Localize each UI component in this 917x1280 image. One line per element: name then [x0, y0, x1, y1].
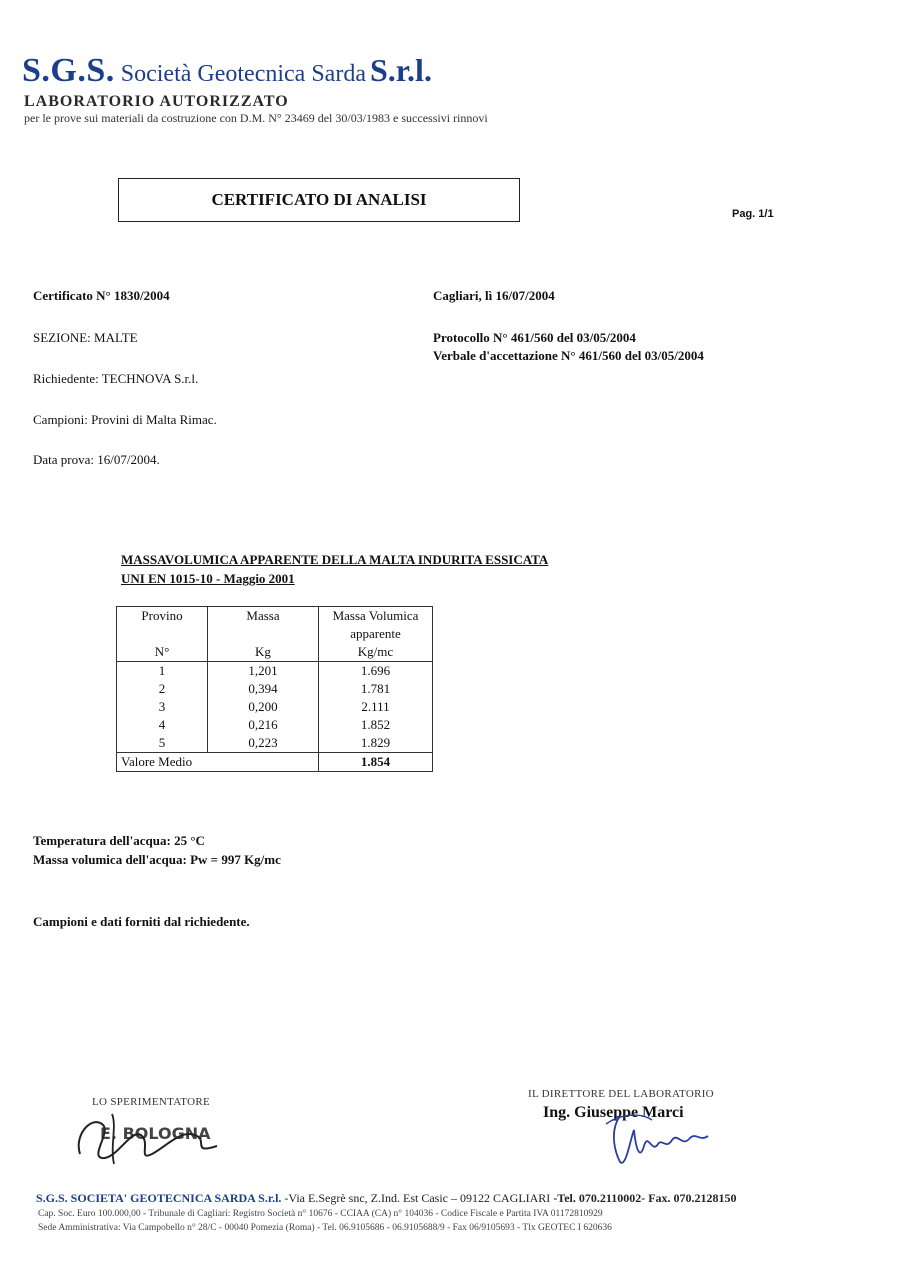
section-standard: UNI EN 1015-10 - Maggio 2001: [121, 571, 295, 586]
header-apparente: apparente: [319, 625, 433, 643]
footer-legal: Cap. Soc. Euro 100.000,00 - Tribunale di Cagliari: Registro Società n° 10676 - CCIAA (CA) n° 104036 - Codice Fiscale e Partita IVA 01172810929: [38, 1209, 603, 1219]
footer-phone-fax: -Tel. 070.2110002- Fax. 070.2128150: [553, 1191, 737, 1205]
requester: Richiedente: TECHNOVA S.r.l.: [33, 371, 199, 386]
header-provino: Provino: [117, 607, 208, 626]
unit-kg: Kg: [208, 643, 319, 662]
experimenter-stamp: E. BOLOGNA: [100, 1124, 211, 1143]
footer-address: -Via E.Segrè snc, Z.Ind. Est Casic – 09122 CAGLIARI: [281, 1191, 554, 1205]
table-header-row-2: [117, 625, 433, 643]
protocol-number: Protocollo N° 461/560 del 03/05/2004: [433, 330, 636, 345]
lab-title: LABORATORIO AUTORIZZATO: [24, 93, 289, 110]
results-table: [116, 606, 433, 772]
header-massa: Massa: [208, 607, 319, 626]
director-name: Ing. Giuseppe Marci: [543, 1104, 684, 1121]
summary-value: 1.854: [319, 753, 433, 772]
director-signature: [600, 1110, 720, 1170]
acceptance-report: Verbale d'accettazione N° 461/560 del 03/05/2004: [433, 348, 704, 363]
note: Campioni e dati forniti dal richiedente.: [33, 914, 250, 929]
place-date: Cagliari, lì 16/07/2004: [433, 288, 555, 303]
water-temperature: Temperatura dell'acqua: 25 °C: [33, 833, 205, 848]
company-name: Società Geotecnica Sarda: [120, 61, 366, 87]
table-row: 5 0,223 1.829: [117, 734, 433, 753]
footer-address-line: [36, 1191, 737, 1206]
samples: Campioni: Provini di Malta Rimac.: [33, 412, 217, 427]
table-units-row: [117, 643, 433, 662]
experimenter-label: LO SPERIMENTATORE: [92, 1096, 210, 1108]
table-row: 4 0,216 1.852: [117, 716, 433, 734]
section-label: SEZIONE: MALTE: [33, 330, 138, 345]
director-label: IL DIRETTORE DEL LABORATORIO: [528, 1088, 714, 1100]
table-header-row: [117, 607, 433, 626]
header-massa-volumica: Massa Volumica: [319, 607, 433, 626]
experimenter-signature: [72, 1106, 232, 1166]
company-logo: [22, 52, 432, 90]
table-row: 1 1,201 1.696: [117, 662, 433, 681]
footer-brand: S.G.S. SOCIETA' GEOTECNICA SARDA S.r.l.: [36, 1191, 282, 1205]
table-row: 2 0,394 1.781: [117, 680, 433, 698]
table-row: 3 0,200 2.111: [117, 698, 433, 716]
unit-kg-mc: Kg/mc: [319, 643, 433, 662]
document-title: CERTIFICATO DI ANALISI: [211, 190, 427, 209]
footer-admin: Sede Amministrativa: Via Campobello n° 28/C - 00040 Pomezia (Roma) - Tel. 06.9105686 - 06.9105688/9 - Fax 06/9105693 - Tlx GEOTEC I 620636: [38, 1223, 612, 1233]
water-density: Massa volumica dell'acqua: Pw = 997 Kg/mc: [33, 852, 281, 867]
page-number: Pag. 1/1: [732, 208, 774, 220]
logo-srl: S.r.l.: [369, 52, 432, 88]
lab-subtitle: per le prove sui materiali da costruzione con D.M. N° 23469 del 30/03/1983 e successivi rinnovi: [24, 111, 488, 125]
unit-number: N°: [117, 643, 208, 662]
logo-sgs: S.G.S.: [22, 52, 115, 89]
summary-label: Valore Medio: [117, 753, 319, 772]
document-title-box: [118, 178, 520, 222]
certificate-number: Certificato N° 1830/2004: [33, 288, 170, 303]
test-date: Data prova: 16/07/2004.: [33, 452, 160, 467]
table-summary-row: [117, 753, 433, 772]
section-title: MASSAVOLUMICA APPARENTE DELLA MALTA INDURITA ESSICATA: [121, 552, 549, 567]
